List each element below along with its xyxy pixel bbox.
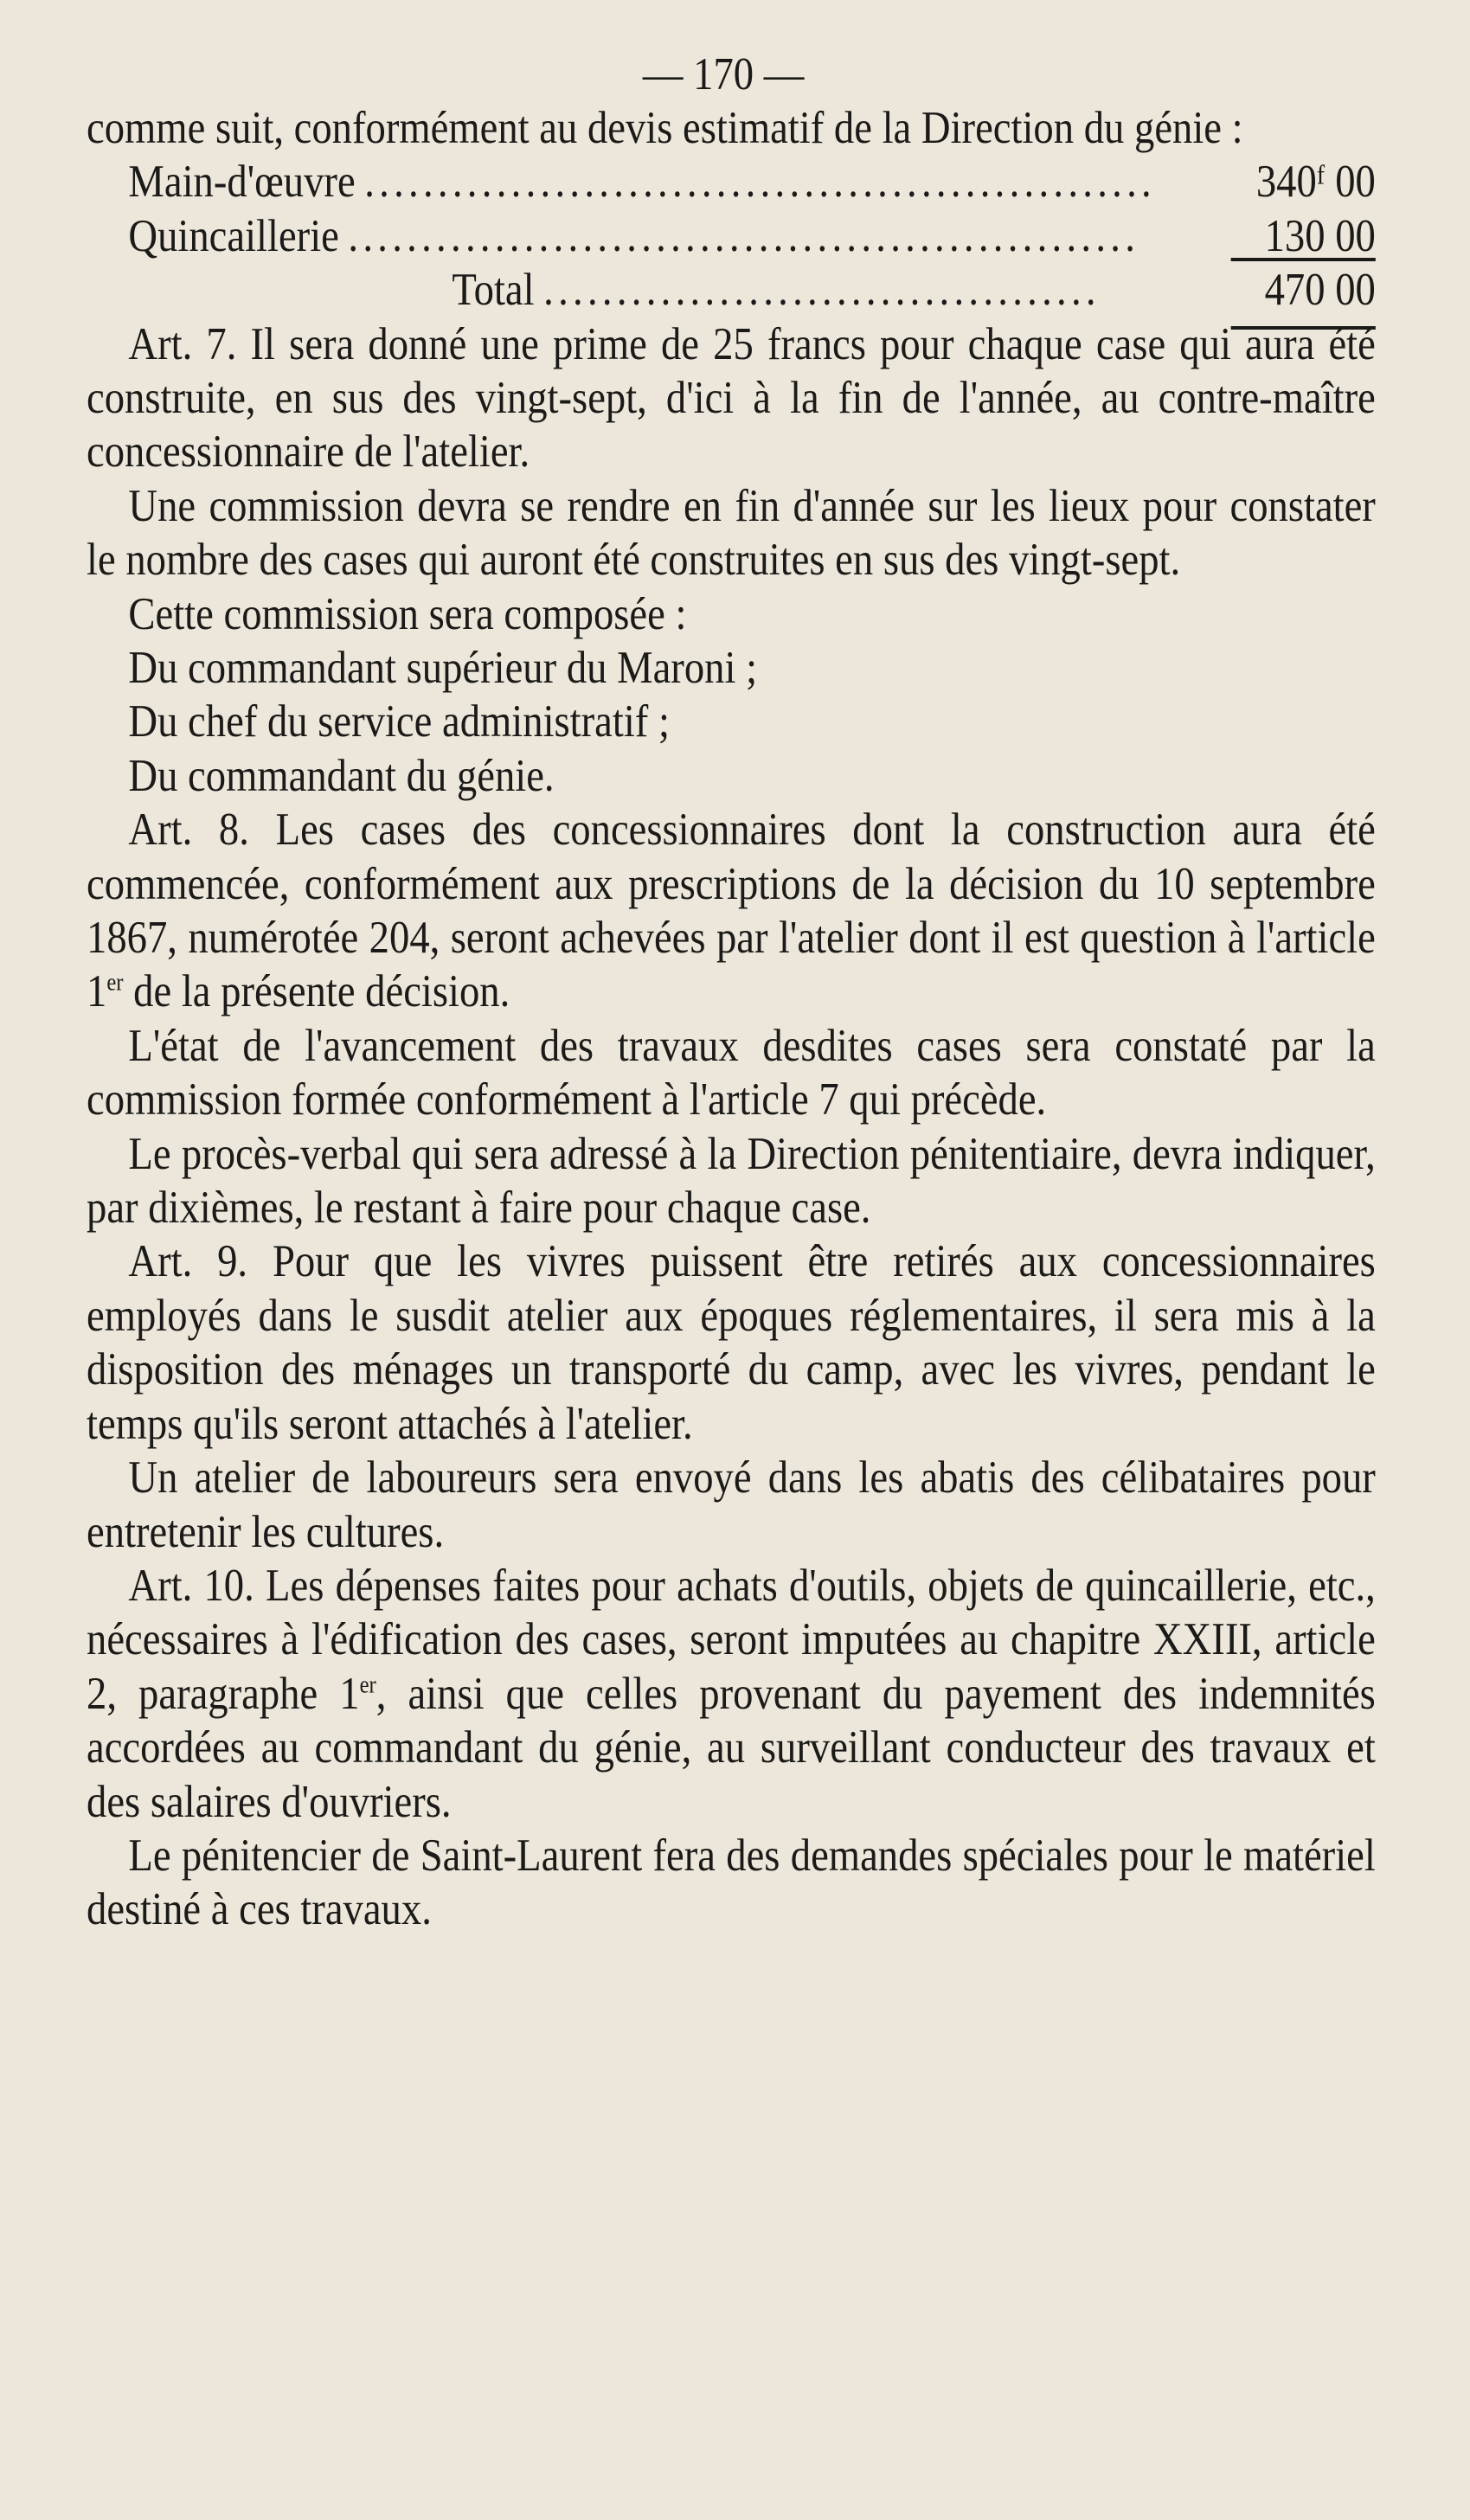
total-rule bbox=[1231, 326, 1376, 330]
art10-requests-paragraph: Le pénitencier de Saint-Laurent fera des demandes spéciales pour le matériel destiné à ces travaux. bbox=[87, 1830, 1376, 1935]
member-item: Du commandant du génie. bbox=[128, 750, 555, 801]
cost-label: Quincaillerie bbox=[128, 210, 339, 261]
cost-label: Main-d'œuvre bbox=[128, 157, 356, 208]
total-amount: 470 00 bbox=[1264, 265, 1376, 316]
art7-paragraph: Art. 7. Il sera donné une prime de 25 francs pour chaque case qui aura été construite, en sus des vingt-sept, d'ici à la fin de l'année, au contre-maître concessionnaire de l'atelier. bbox=[87, 318, 1376, 478]
page-content bbox=[87, 48, 1376, 1937]
sum-rule bbox=[1231, 258, 1376, 261]
total-row bbox=[87, 263, 1376, 317]
member-item: Du chef du service administratif ; bbox=[128, 696, 670, 747]
art7-commission-paragraph: Une commission devra se rendre en fin d'année sur les lieux pour constater le nombre des cases qui auront été construites en sus des vingt-sept. bbox=[87, 480, 1376, 586]
art8-paragraph: Art. 8. Les cases des concessionnaires dont la construction aura été commencée, conformément aux prescriptions de la décision du 10 septembre 1867, numérotée 204, seront achevées par l'atelier dont il est question à l'article 1er de la présente décision. bbox=[87, 805, 1376, 1017]
cost-row-labor bbox=[87, 155, 1376, 208]
intro-paragraph: comme suit, conformément au devis estimatif de la Direction du génie : bbox=[87, 103, 1243, 153]
cost-row-hardware bbox=[87, 209, 1376, 263]
art9-workers-paragraph: Un atelier de laboureurs sera envoyé dans les abatis des célibataires pour entretenir les cultures. bbox=[87, 1452, 1376, 1557]
total-label: Total bbox=[452, 265, 535, 316]
art8-report-paragraph: Le procès-verbal qui sera adressé à la Direction pénitentiaire, devra indiquer, par dixièmes, le restant à faire pour chaque case. bbox=[87, 1128, 1376, 1234]
art10-paragraph: Art. 10. Les dépenses faites pour achats d'outils, objets de quincaillerie, etc., nécessaires à l'édification des cases, seront imputées au chapitre XXIII, article 2, paragraphe 1er, ainsi que celles provenant du payement des indemnités accordées au commandant du génie, au surveillant conducteur des travaux et des salaires d'ouvriers. bbox=[87, 1560, 1376, 1827]
leader-dots: ...................................................... bbox=[364, 157, 1156, 208]
cost-amount: 340ᶠ 00 bbox=[1255, 157, 1376, 208]
page-number: — 170 — bbox=[642, 49, 805, 99]
commission-members bbox=[87, 641, 1376, 803]
leader-dots: ...................................... bbox=[543, 265, 1101, 316]
member-item: Du commandant supérieur du Maroni ; bbox=[128, 643, 758, 694]
art7-composition-paragraph: Cette commission sera composée : bbox=[128, 588, 687, 639]
art8-progress-paragraph: L'état de l'avancement des travaux desdites cases sera constaté par la commission formée conformément à l'article 7 qui précède. bbox=[87, 1020, 1376, 1125]
cost-amount: 130 00 bbox=[1264, 210, 1376, 261]
art9-paragraph: Art. 9. Pour que les vivres puissent être retirés aux concessionnaires employés dans le susdit atelier aux époques réglementaires, il sera mis à la disposition des ménages un transporté du camp, avec les vivres, pendant le temps qu'ils seront attachés à l'atelier. bbox=[87, 1236, 1376, 1449]
leader-dots: ...................................................... bbox=[348, 210, 1140, 261]
